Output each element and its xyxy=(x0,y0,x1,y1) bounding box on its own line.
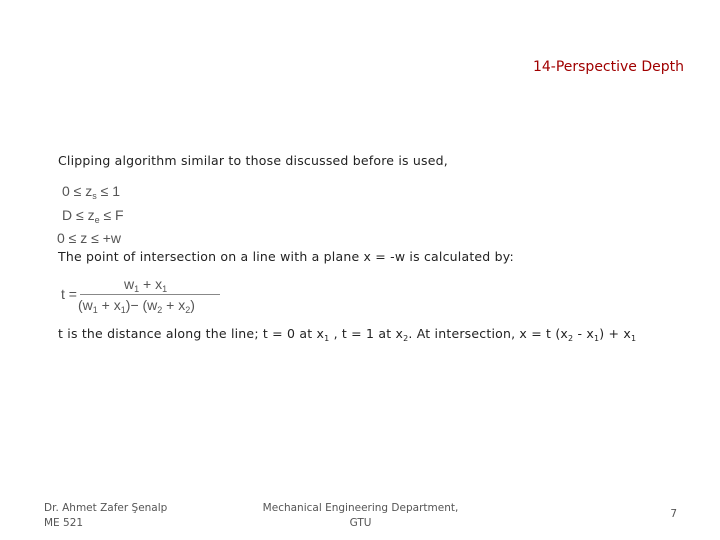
fraction-denominator: $(w_1 + x_1)- (w_2 + x_2)$ xyxy=(78,297,195,315)
department-name: Mechanical Engineering Department, xyxy=(262,502,459,514)
fraction-bar xyxy=(80,294,220,295)
footer-institution xyxy=(258,501,463,531)
equation-z-range: 0 ≤ z ≤ +w xyxy=(57,230,121,246)
author-name: Dr. Ahmet Zafer Şenalp xyxy=(44,502,168,514)
university-name: GTU xyxy=(349,517,372,529)
course-code: ME 521 xyxy=(44,517,84,529)
intersection-statement: The point of intersection on a line with a plane x = -w is calculated by: xyxy=(58,249,514,264)
fraction-numerator: $w_1 + x_1$ xyxy=(124,276,168,294)
page-number: 7 xyxy=(670,508,677,520)
distance-statement: t is the distance along the line; t = 0 at $x_1$ , t = 1 at $x_2$. At intersection, x = t $(x_2 - x_1) + x_1$ xyxy=(58,326,637,343)
clipping-statement: Clipping algorithm similar to those discussed before is used, xyxy=(58,153,448,168)
footer-author xyxy=(44,501,167,531)
fraction-lhs: t = xyxy=(61,286,77,302)
equation-zs-range: $0 \le z_s \le 1$ xyxy=(62,183,120,201)
equation-ze-range: $D \le z_e \le F$ xyxy=(62,207,124,225)
slide-title: 14-Perspective Depth xyxy=(532,59,684,75)
